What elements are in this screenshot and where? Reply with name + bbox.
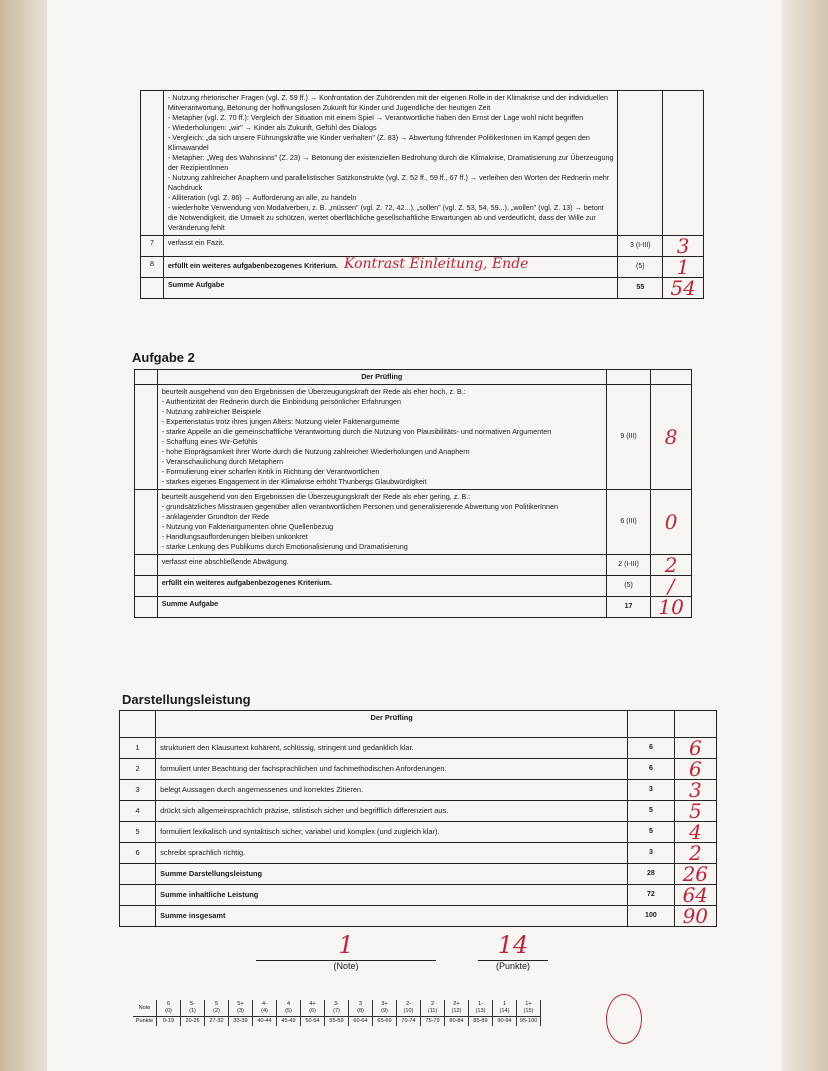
points-block [478, 932, 548, 971]
criterion-block-low [157, 490, 606, 555]
scale-note: 5 [214, 1001, 219, 1007]
criterion-text: formuliert lexikalisch und syntaktisch sicher, variabel und komplex (und zugleich klar). [156, 822, 628, 843]
handwritten-score: 90 [674, 906, 716, 927]
bullet-item: - wiederholte Verwendung von Modalverben, z. B. „müssen" (vgl. Z. 72, 42...), „sollen" (vgl. Z. 53, 54, 59...), „wollen" (vgl. Z. 13) → betont die Notwendigkeit, die Umwelt zu schützen, wertet oberflächliche gesellschaftliche Erwartungen ab und verdeutlicht, dass der Wille zur Veränderung fehlt [167, 203, 604, 232]
row-number: 7 [141, 236, 164, 257]
task1-table [140, 90, 704, 299]
handwritten-score: 2 [674, 843, 716, 864]
scale-range: 33-39 [229, 1017, 253, 1027]
scale-note: 5+ [237, 1001, 244, 1007]
bullet-item: - Formulierung einer scharfen Kritik in Richtung der Verantwortlichen [161, 467, 380, 476]
handwritten-score: / [651, 576, 692, 597]
scale-range: 0-19 [157, 1017, 181, 1027]
row-number: 3 [120, 780, 156, 801]
page-left-edge [0, 0, 47, 1071]
scale-note-points: (1) [189, 1008, 196, 1014]
criterion-text: drückt sich allgemeinsprachlich präzise, stilistisch sicher und begrifflich differenziert aus. [156, 801, 628, 822]
scale-note-cell [253, 1000, 277, 1017]
scale-note-cell [349, 1000, 373, 1017]
scale-range: 75-79 [421, 1017, 445, 1027]
handwritten-grade: 1 [338, 931, 354, 959]
scale-note: 6 [166, 1001, 171, 1007]
handwritten-score: 3 [663, 236, 704, 257]
max-points: 17 [606, 597, 650, 618]
scale-range: 60-64 [349, 1017, 373, 1027]
bullet-item: - starke Lenkung des Publikums durch Emotionalisierung und Dramatisierung [161, 542, 408, 551]
bullet-item: - Metapher (vgl. Z. 70 ff.): Vergleich der Situation mit einem Spiel → Verantwortliche haben den Ernst der Lage wohl nicht begriffen [167, 113, 584, 122]
scale-range: 85-89 [469, 1017, 493, 1027]
max-points: (5) [618, 257, 663, 278]
points-cell [606, 370, 650, 385]
bullet-item: - starke Appelle an die gemeinschaftliche Verantwortung durch die Nutzung von Plausibilitäts- und normativen Argumenten [161, 427, 552, 436]
handwritten-score: 4 [674, 822, 716, 843]
scale-note: 2 [430, 1001, 435, 1007]
max-points: 6 [628, 759, 674, 780]
num-cell [135, 555, 158, 576]
handwritten-score: 64 [674, 885, 716, 906]
num-cell [135, 490, 158, 555]
num-cell [135, 576, 158, 597]
max-points: 3 [628, 780, 674, 801]
bullet-item: - Expertenstatus trotz ihres jungen Alters: Nutzung vieler Faktenargumente [161, 417, 400, 426]
bullet-item: - Nutzung rhetorischer Fragen (vgl. Z. 59 ff.) → Konfrontation der Zuhörenden mit der eigenen Rolle in der Klimakrise und der individuellen Mitverantwortung, Betonung der hoffnungslosen Zukunft für Kinder und Jugendliche der heutigen Zeit [167, 93, 609, 112]
criterion-text: verfasst ein Fazit. [163, 236, 618, 257]
grade-scale [133, 1000, 541, 1026]
scale-note: 1- [478, 1001, 483, 1007]
score-cell [663, 91, 704, 236]
scale-note: 3 [358, 1001, 363, 1007]
scale-points-label: Punkte [133, 1017, 157, 1027]
num-cell [120, 906, 156, 927]
bullet-item: - grundsätzliches Misstrauen gegenüber allen verantwortlichen Personen und generalisierende Abwertung von PolitikerInnen [161, 502, 559, 511]
scale-range: 80-84 [445, 1017, 469, 1027]
scale-note-cell [397, 1000, 421, 1017]
table-header: Der Prüfling [157, 370, 606, 385]
bullet-item: - Authentizität der Rednerin durch die Einbindung persönlicher Erfahrungen [161, 397, 402, 406]
handwritten-score: 6 [674, 738, 716, 759]
row-number: 5 [120, 822, 156, 843]
criterion-text: strukturiert den Klausurtext kohärent, schlüssig, stringent und gedanklich klar. [156, 738, 628, 759]
criterion-text: erfüllt ein weiteres aufgabenbezogenes Kriterium. [167, 261, 339, 270]
max-points: 3 (I-III) [618, 236, 663, 257]
bullet-item: - Handlungsaufforderungen bleiben unkonkret [161, 532, 308, 541]
scale-note-points: (0) [165, 1008, 172, 1014]
scale-range: 40-44 [253, 1017, 277, 1027]
score-cell [674, 711, 716, 738]
darstellung-table [119, 710, 717, 927]
points-cell [618, 91, 663, 236]
criterion-text: schreibt sprachlich richtig. [156, 843, 628, 864]
max-points: 6 [628, 738, 674, 759]
sum-label: Summe Darstellungsleistung [156, 864, 628, 885]
row-number: 8 [141, 257, 164, 278]
bullet-item: - Nutzung von Faktenargumenten ohne Quellenbezug [161, 522, 334, 531]
scale-note: 4+ [309, 1001, 316, 1007]
criterion-block-high [157, 385, 606, 490]
block-intro: beurteilt ausgehend von den Ergebnissen die Überzeugungskraft der Rede als eher gering, z. B.: [161, 492, 471, 501]
row-number: 6 [120, 843, 156, 864]
scale-note-points: (14) [499, 1008, 510, 1014]
scale-note-cell [421, 1000, 445, 1017]
scale-note-points: (7) [333, 1008, 340, 1014]
scale-note-points: (12) [451, 1008, 462, 1014]
scale-note-cell [517, 1000, 541, 1017]
scale-note: 2+ [453, 1001, 460, 1007]
num-cell [120, 864, 156, 885]
scale-note: 3- [334, 1001, 339, 1007]
bullet-item: - starkes eigenes Engagement in der Klimakrise erhöht Thunbergs Glaubwürdigkeit [161, 477, 427, 486]
num-cell [120, 885, 156, 906]
scale-range: 45-49 [277, 1017, 301, 1027]
max-points: 3 [628, 843, 674, 864]
scale-note-points: (10) [403, 1008, 414, 1014]
num-cell [135, 597, 158, 618]
sum-label: Summe Aufgabe [157, 597, 606, 618]
grade-block [256, 932, 436, 971]
num-cell [135, 370, 158, 385]
bullet-item: - Vergleich: „da sich unsere Führungskräfte wie Kinder verhalten" (Z. 83) → Abwertung führender PolitikerInnen im Kampf gegen den Klimawandel [167, 133, 590, 152]
max-points: 2 (I-III) [606, 555, 650, 576]
criterion-cell [163, 257, 618, 278]
scale-note-points: (2) [213, 1008, 220, 1014]
scale-note-cell [301, 1000, 325, 1017]
scale-range: 90-94 [493, 1017, 517, 1027]
task1-num-cell [141, 91, 164, 236]
scale-range: 27-32 [205, 1017, 229, 1027]
scale-note-label: Note [133, 1000, 157, 1017]
max-points: (5) [606, 576, 650, 597]
handwritten-score: 26 [674, 864, 716, 885]
max-points: 100 [628, 906, 674, 927]
table-header: Der Prüfling [156, 711, 628, 738]
scale-note-points: (13) [475, 1008, 486, 1014]
handwritten-score: 6 [674, 759, 716, 780]
scale-note-points: (15) [523, 1008, 534, 1014]
scale-note-cell [445, 1000, 469, 1017]
scale-range: 95-100 [517, 1017, 541, 1027]
page-right-edge [782, 0, 828, 1071]
scale-note: 5- [190, 1001, 195, 1007]
scale-note-cell [157, 1000, 181, 1017]
darstellung-title: Darstellungsleistung [122, 692, 251, 707]
grade-circle-mark [606, 994, 642, 1044]
bullet-item: - Veranschaulichung durch Metaphern [161, 457, 284, 466]
points-label: (Punkte) [495, 961, 530, 971]
row-number: 1 [120, 738, 156, 759]
handwritten-score: 10 [651, 597, 692, 618]
num-cell [135, 385, 158, 490]
scale-note: 4 [286, 1001, 291, 1007]
bullet-item: - anklagender Grundton der Rede [161, 512, 270, 521]
scale-note-cell [469, 1000, 493, 1017]
scale-range: 20-26 [181, 1017, 205, 1027]
points-cell [628, 711, 674, 738]
scale-note-points: (9) [381, 1008, 388, 1014]
bullet-item: - Alliteration (vgl. Z. 86) → Aufforderung an alle, zu handeln [167, 193, 357, 202]
max-points: 6 (III) [606, 490, 650, 555]
scale-note: 1 [502, 1001, 507, 1007]
handwritten-note: Kontrast Einleitung, Ende [344, 256, 529, 272]
max-points: 9 (III) [606, 385, 650, 490]
sum-label: Summe Aufgabe [163, 278, 618, 299]
scale-note-cell [277, 1000, 301, 1017]
scale-note-cell [205, 1000, 229, 1017]
max-points: 5 [628, 822, 674, 843]
task2-table [134, 369, 692, 618]
num-cell [120, 711, 156, 738]
task1-bullets-cell [163, 91, 618, 236]
scale-note-cell [181, 1000, 205, 1017]
scale-note-points: (3) [237, 1008, 244, 1014]
scale-note-cell [325, 1000, 349, 1017]
scale-note-points: (11) [427, 1008, 438, 1014]
scale-note-cell [229, 1000, 253, 1017]
handwritten-score: 8 [651, 385, 692, 490]
scale-range: 70-74 [397, 1017, 421, 1027]
scale-note: 1+ [525, 1001, 532, 1007]
sum-label: Summe insgesamt [156, 906, 628, 927]
handwritten-score: 1 [663, 257, 704, 278]
sum-label: Summe inhaltliche Leistung [156, 885, 628, 906]
score-cell [651, 370, 692, 385]
block-intro: beurteilt ausgehend von den Ergebnissen die Überzeugungskraft der Rede als eher hoch, z. B.: [161, 387, 466, 396]
max-points: 5 [628, 801, 674, 822]
scale-note-points: (8) [357, 1008, 364, 1014]
scale-note-cell [493, 1000, 517, 1017]
handwritten-score: 5 [674, 801, 716, 822]
handwritten-score: 3 [674, 780, 716, 801]
handwritten-score: 2 [651, 555, 692, 576]
criterion-text: formuliert unter Beachtung der fachsprachlichen und fachmethodischen Anforderungen. [156, 759, 628, 780]
criterion-text: verfasst eine abschließende Abwägung. [157, 555, 606, 576]
scale-note-points: (6) [309, 1008, 316, 1014]
bullet-item: - Nutzung zahlreicher Beispiele [161, 407, 262, 416]
scale-range: 55-59 [325, 1017, 349, 1027]
max-points: 28 [628, 864, 674, 885]
scale-note: 4- [262, 1001, 267, 1007]
criterion-text: erfüllt ein weiteres aufgabenbezogenes Kriterium. [157, 576, 606, 597]
scale-note-cell [373, 1000, 397, 1017]
max-points: 72 [628, 885, 674, 906]
grade-label: (Note) [333, 961, 359, 971]
scale-note-points: (5) [285, 1008, 292, 1014]
handwritten-points: 14 [497, 931, 529, 959]
bullet-item: - Metapher: „Weg des Wahnsinns" (Z. 23) → Betonung der existenziellen Bedrohung durch die Klimakrise, Dramatisierung zur Überzeugung der RezipientInnen [167, 153, 614, 172]
scale-note: 2- [406, 1001, 411, 1007]
row-number: 4 [120, 801, 156, 822]
task2-title: Aufgabe 2 [132, 350, 195, 365]
scale-range: 65-69 [373, 1017, 397, 1027]
row-number [141, 278, 164, 299]
scale-note-points: (4) [261, 1008, 268, 1014]
row-number: 2 [120, 759, 156, 780]
max-points: 55 [618, 278, 663, 299]
scale-note: 3+ [381, 1001, 388, 1007]
bullet-item: - hohe Einprägsamkeit ihrer Worte durch die Nutzung zahlreicher Wiederholungen und Anaphern [161, 447, 470, 456]
bullet-item: - Schaffung eines Wir-Gefühls [161, 437, 258, 446]
bullet-item: - Wiederholungen: „wir" → Kinder als Zukunft, Gefühl des Dialogs [167, 123, 377, 132]
handwritten-score: 0 [651, 490, 692, 555]
handwritten-score: 54 [663, 278, 704, 299]
bullet-item: - Nutzung zahlreicher Anaphern und parallelistischer Satzkonstrukte (vgl. Z. 52 ff., 59 ff., 67 ff.) → verleihen den Worten der Rednerin mehr Nachdruck [167, 173, 610, 192]
criterion-text: belegt Aussagen durch angemessenes und korrektes Zitieren. [156, 780, 628, 801]
scale-range: 50-54 [301, 1017, 325, 1027]
